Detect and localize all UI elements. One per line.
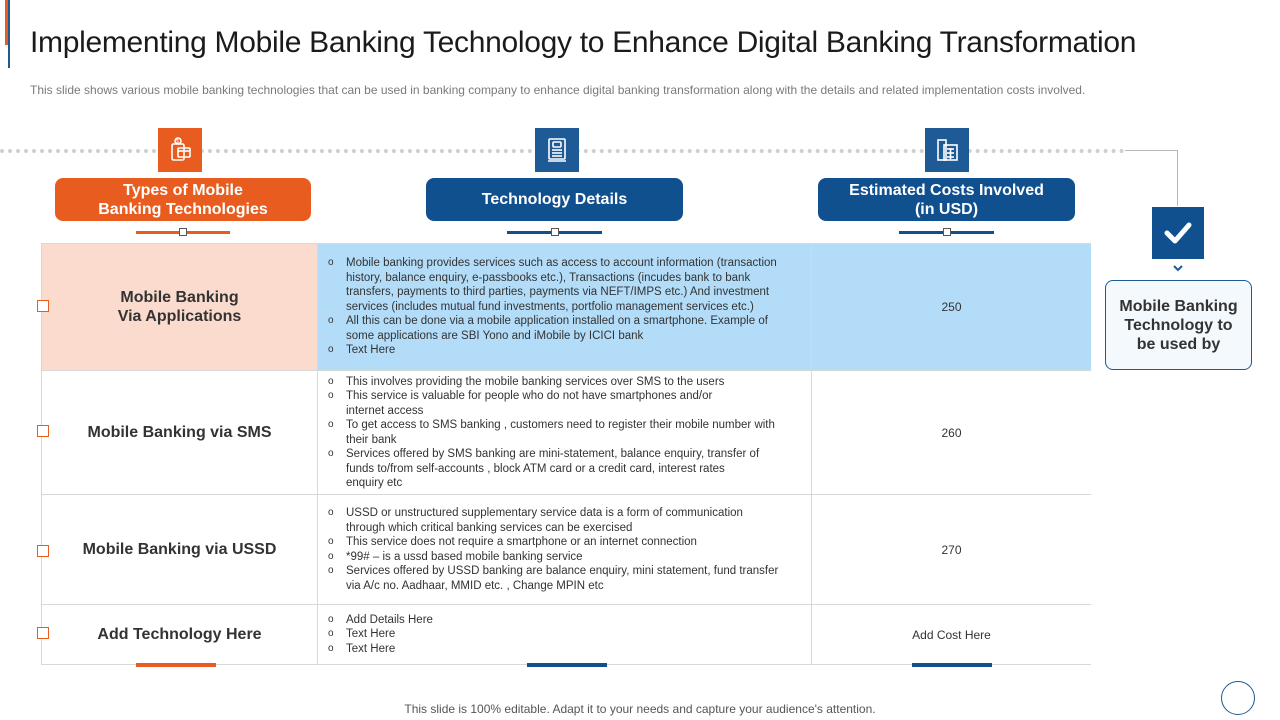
detail-bullet: o USSD or unstructured supplementary service data is a form of communication (328, 506, 778, 521)
header-underline-details (507, 231, 602, 234)
slide-title: Implementing Mobile Banking Technology to Enhance Digital Banking Transformation (30, 26, 1137, 59)
detail-bullet: o Text Here (328, 642, 433, 657)
bottom-accent-blue (912, 663, 992, 667)
header-underline-costs (899, 231, 994, 234)
bottom-accent-blue (527, 663, 607, 667)
detail-bullet: o Services offered by SMS banking are mini-statement, balance enquiry, transfer of (328, 447, 775, 462)
detail-bullet: o Text Here (328, 627, 433, 642)
detail-continuation: transfers, payments to third parties, payments via NEFT/IMPS etc.) And investment (346, 286, 770, 299)
row-cost: 270 (941, 542, 962, 557)
column-header-costs (818, 178, 1075, 221)
side-info-card: Mobile Banking Technology to be used by (1105, 280, 1252, 370)
detail-bullet: o *99# – is a ussd based mobile banking service (328, 550, 778, 565)
detail-continuation: services (includes mutual fund investments, portfolio management services etc.) (346, 300, 754, 313)
detail-bullet: o This service is valuable for people who do not have smartphones and/or (328, 389, 775, 404)
bottom-accent-orange (136, 663, 216, 667)
table-row (41, 605, 1091, 665)
document-icon (535, 128, 579, 172)
detail-bullet: o Text Here (328, 343, 777, 358)
nav-circle-button[interactable] (1221, 681, 1255, 715)
column-header-types (55, 178, 311, 221)
table-row (41, 371, 1091, 495)
left-accent-bar-blue (8, 0, 10, 68)
table-row (41, 495, 1091, 605)
connector-line (1125, 150, 1178, 151)
column-header-details (426, 178, 683, 221)
detail-bullet: o Add Details Here (328, 613, 433, 628)
row-details (317, 244, 812, 370)
banking-icon (158, 128, 202, 172)
header-types-line1: Types of Mobile (123, 181, 243, 199)
detail-bullet: o This involves providing the mobile banking services over SMS to the users (328, 375, 775, 390)
detail-continuation: funds to/from self-accounts , block ATM card or a credit card, interest rates (346, 462, 725, 475)
row-details (317, 605, 812, 664)
slide-footer: This slide is 100% editable. Adapt it to your needs and capture your audience's attention. (404, 702, 876, 716)
detail-continuation: via A/c no. Aadhaar, MMID etc. , Change MPIN etc (346, 579, 604, 592)
row-technology-name: Add Technology Here (41, 605, 317, 664)
connector-line-vertical (1177, 150, 1178, 206)
chevron-down-icon (1171, 262, 1185, 276)
detail-continuation: history, balance enquiry, e-passbooks etc.), Transactions (incudes bank to bank (346, 271, 751, 284)
row-technology-name: Mobile Banking Via Applications (41, 244, 317, 370)
header-costs-line1: Estimated Costs Involved (849, 181, 1044, 199)
row-checkbox[interactable] (37, 627, 49, 639)
row-details (317, 371, 812, 494)
table-row (41, 243, 1091, 371)
detail-continuation: enquiry etc (346, 477, 403, 489)
svg-text:$: $ (176, 139, 180, 145)
detail-bullet: o This service does not require a smartphone or an internet connection (328, 535, 778, 550)
detail-bullet: o To get access to SMS banking , customers need to register their mobile number with (328, 418, 775, 433)
row-checkbox[interactable] (37, 545, 49, 557)
detail-bullet: o Services offered by USSD banking are balance enquiry, mini statement, fund transfer (328, 564, 778, 579)
row-cost: Add Cost Here (912, 627, 991, 642)
detail-continuation: their bank (346, 433, 397, 446)
row-technology-name: Mobile Banking via SMS (41, 371, 317, 494)
row-checkbox[interactable] (37, 300, 49, 312)
calculator-icon (925, 128, 969, 172)
detail-continuation: through which critical banking services can be exercised (346, 521, 633, 534)
detail-continuation: some applications are SBI Yono and iMobile by ICICI bank (346, 329, 644, 342)
header-underline-types (136, 231, 230, 234)
slide-subtitle: This slide shows various mobile banking technologies that can be used in banking company to enhance digital banking transformation along with the details and related implementation costs involved. (30, 83, 1086, 97)
detail-bullet: o All this can be done via a mobile application installed on a smartphone. Example of (328, 314, 777, 329)
row-checkbox[interactable] (37, 425, 49, 437)
header-details-label: Technology Details (481, 191, 628, 208)
header-costs-line2: (in USD) (914, 200, 979, 218)
row-cost: 250 (812, 244, 1091, 370)
checkmark-icon (1152, 207, 1204, 259)
row-details (317, 495, 812, 604)
row-cost: 260 (941, 425, 962, 440)
detail-bullet: o Mobile banking provides services such as access to account information (transaction (328, 256, 777, 271)
row-technology-name: Mobile Banking via USSD (41, 495, 317, 604)
header-types-line2: Banking Technologies (98, 200, 268, 218)
detail-continuation: internet access (346, 404, 424, 417)
